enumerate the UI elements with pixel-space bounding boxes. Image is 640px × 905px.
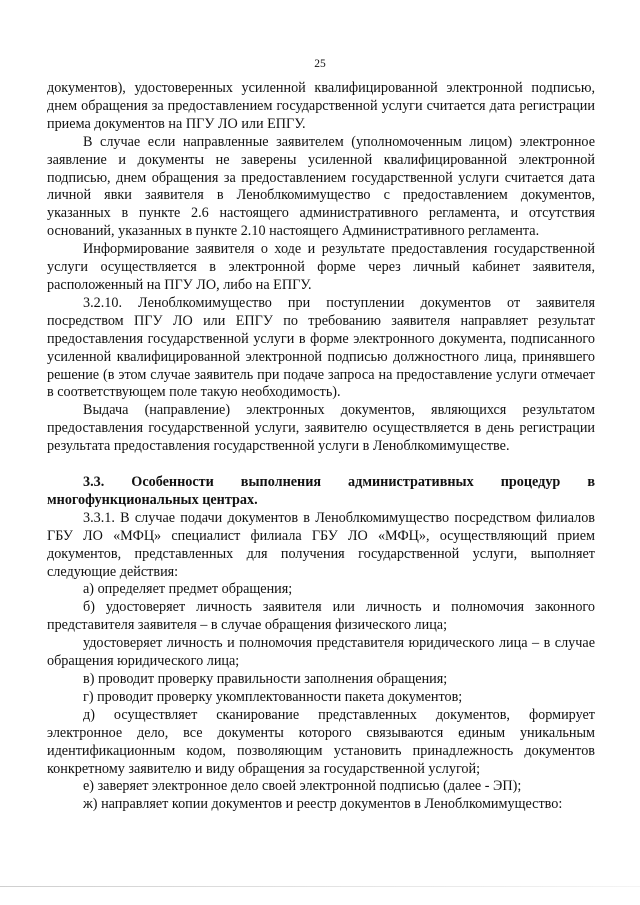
list-item-b-continued: удостоверяет личность и полномочия представителя юридического лица – в случае обращения юридического лица; (47, 635, 595, 670)
paragraph-informing: Информирование заявителя о ходе и результате предоставления государственной услуги осуществляется в электронной форме через личный кабинет заявителя, расположенный на ПГУ ЛО, либо на ЕПГУ. (47, 241, 595, 293)
paragraph-3-3-1: 3.3.1. В случае подачи документов в Леноблкомимущество посредством филиалов ГБУ ЛО «МФЦ» специалист филиала ГБУ ЛО «МФЦ», осуществляющий прием документов, представленных для получения государственной услуги, выполняет следующие действия: (47, 509, 595, 580)
page-number: 25 (314, 58, 326, 70)
list-item-b: б) удостоверяет личность заявителя или личность и полномочия законного представителя заявителя – в случае обращения физического лица; (47, 599, 595, 634)
paragraph-continuation: документов), удостоверенных усиленной квалифицированной электронной подписью, днем обращения за предоставлением государственной услуги считается дата регистрации приема документов на ПГУ ЛО или ЕПГУ. (47, 80, 595, 132)
list-item-zh: ж) направляет копии документов и реестр документов в Леноблкомимущество: (83, 796, 563, 813)
document-body (47, 80, 595, 814)
paragraph-issuance: Выдача (направление) электронных документов, являющихся результатом предоставления государственной услуги, заявителю осуществляется в день регистрации результата предоставления государственной услуги в Леноблкомимуществе. (47, 402, 595, 455)
list-item-g: г) проводит проверку укомплектованности пакета документов; (83, 688, 463, 705)
scan-footer-line (0, 886, 640, 887)
list-item-a: а) определяет предмет обращения; (83, 581, 293, 598)
paragraph-3-2-10: 3.2.10. Леноблкомимущество при поступлении документов от заявителя посредством ПГУ ЛО или ЕПГУ по требованию заявителя направляет результат предоставления государственной услуги в форме электронного документа, подписанного усиленной квалифицированной электронной подписью должностного лица, принявшего решение (в этом случае заявитель при подаче запроса на предоставление услуги отмечает в соответствующем поле такую необходимость). (47, 294, 595, 401)
paragraph-unsigned-documents: В случае если направленные заявителем (уполномоченным лицом) электронное заявление и документы не заверены усиленной квалифицированной электронной подписью, днем обращения за предоставлением государственной услуги считается дата личной явки заявителя в Леноблкомимущество с предоставлением документов, указанных в пункте 2.6 настоящего административного регламента, и отсутствия оснований, указанных в пункте 2.10 настоящего Административного регламента. (47, 133, 595, 240)
list-item-d: д) осуществляет сканирование представленных документов, формирует электронное дело, все документы которого связываются единым уникальным идентификационным кодом, позволяющим установить принадлежность документов конкретному заявителю и виду обращения за государственной услугой; (47, 706, 595, 777)
section-heading-3-3: 3.3. Особенности выполнения административных процедур в многофункциональных центрах. (47, 474, 595, 508)
list-item-v: в) проводит проверку правильности заполнения обращения; (83, 671, 448, 687)
list-item-e: е) заверяет электронное дело своей электронной подписью (далее - ЭП); (83, 778, 522, 795)
